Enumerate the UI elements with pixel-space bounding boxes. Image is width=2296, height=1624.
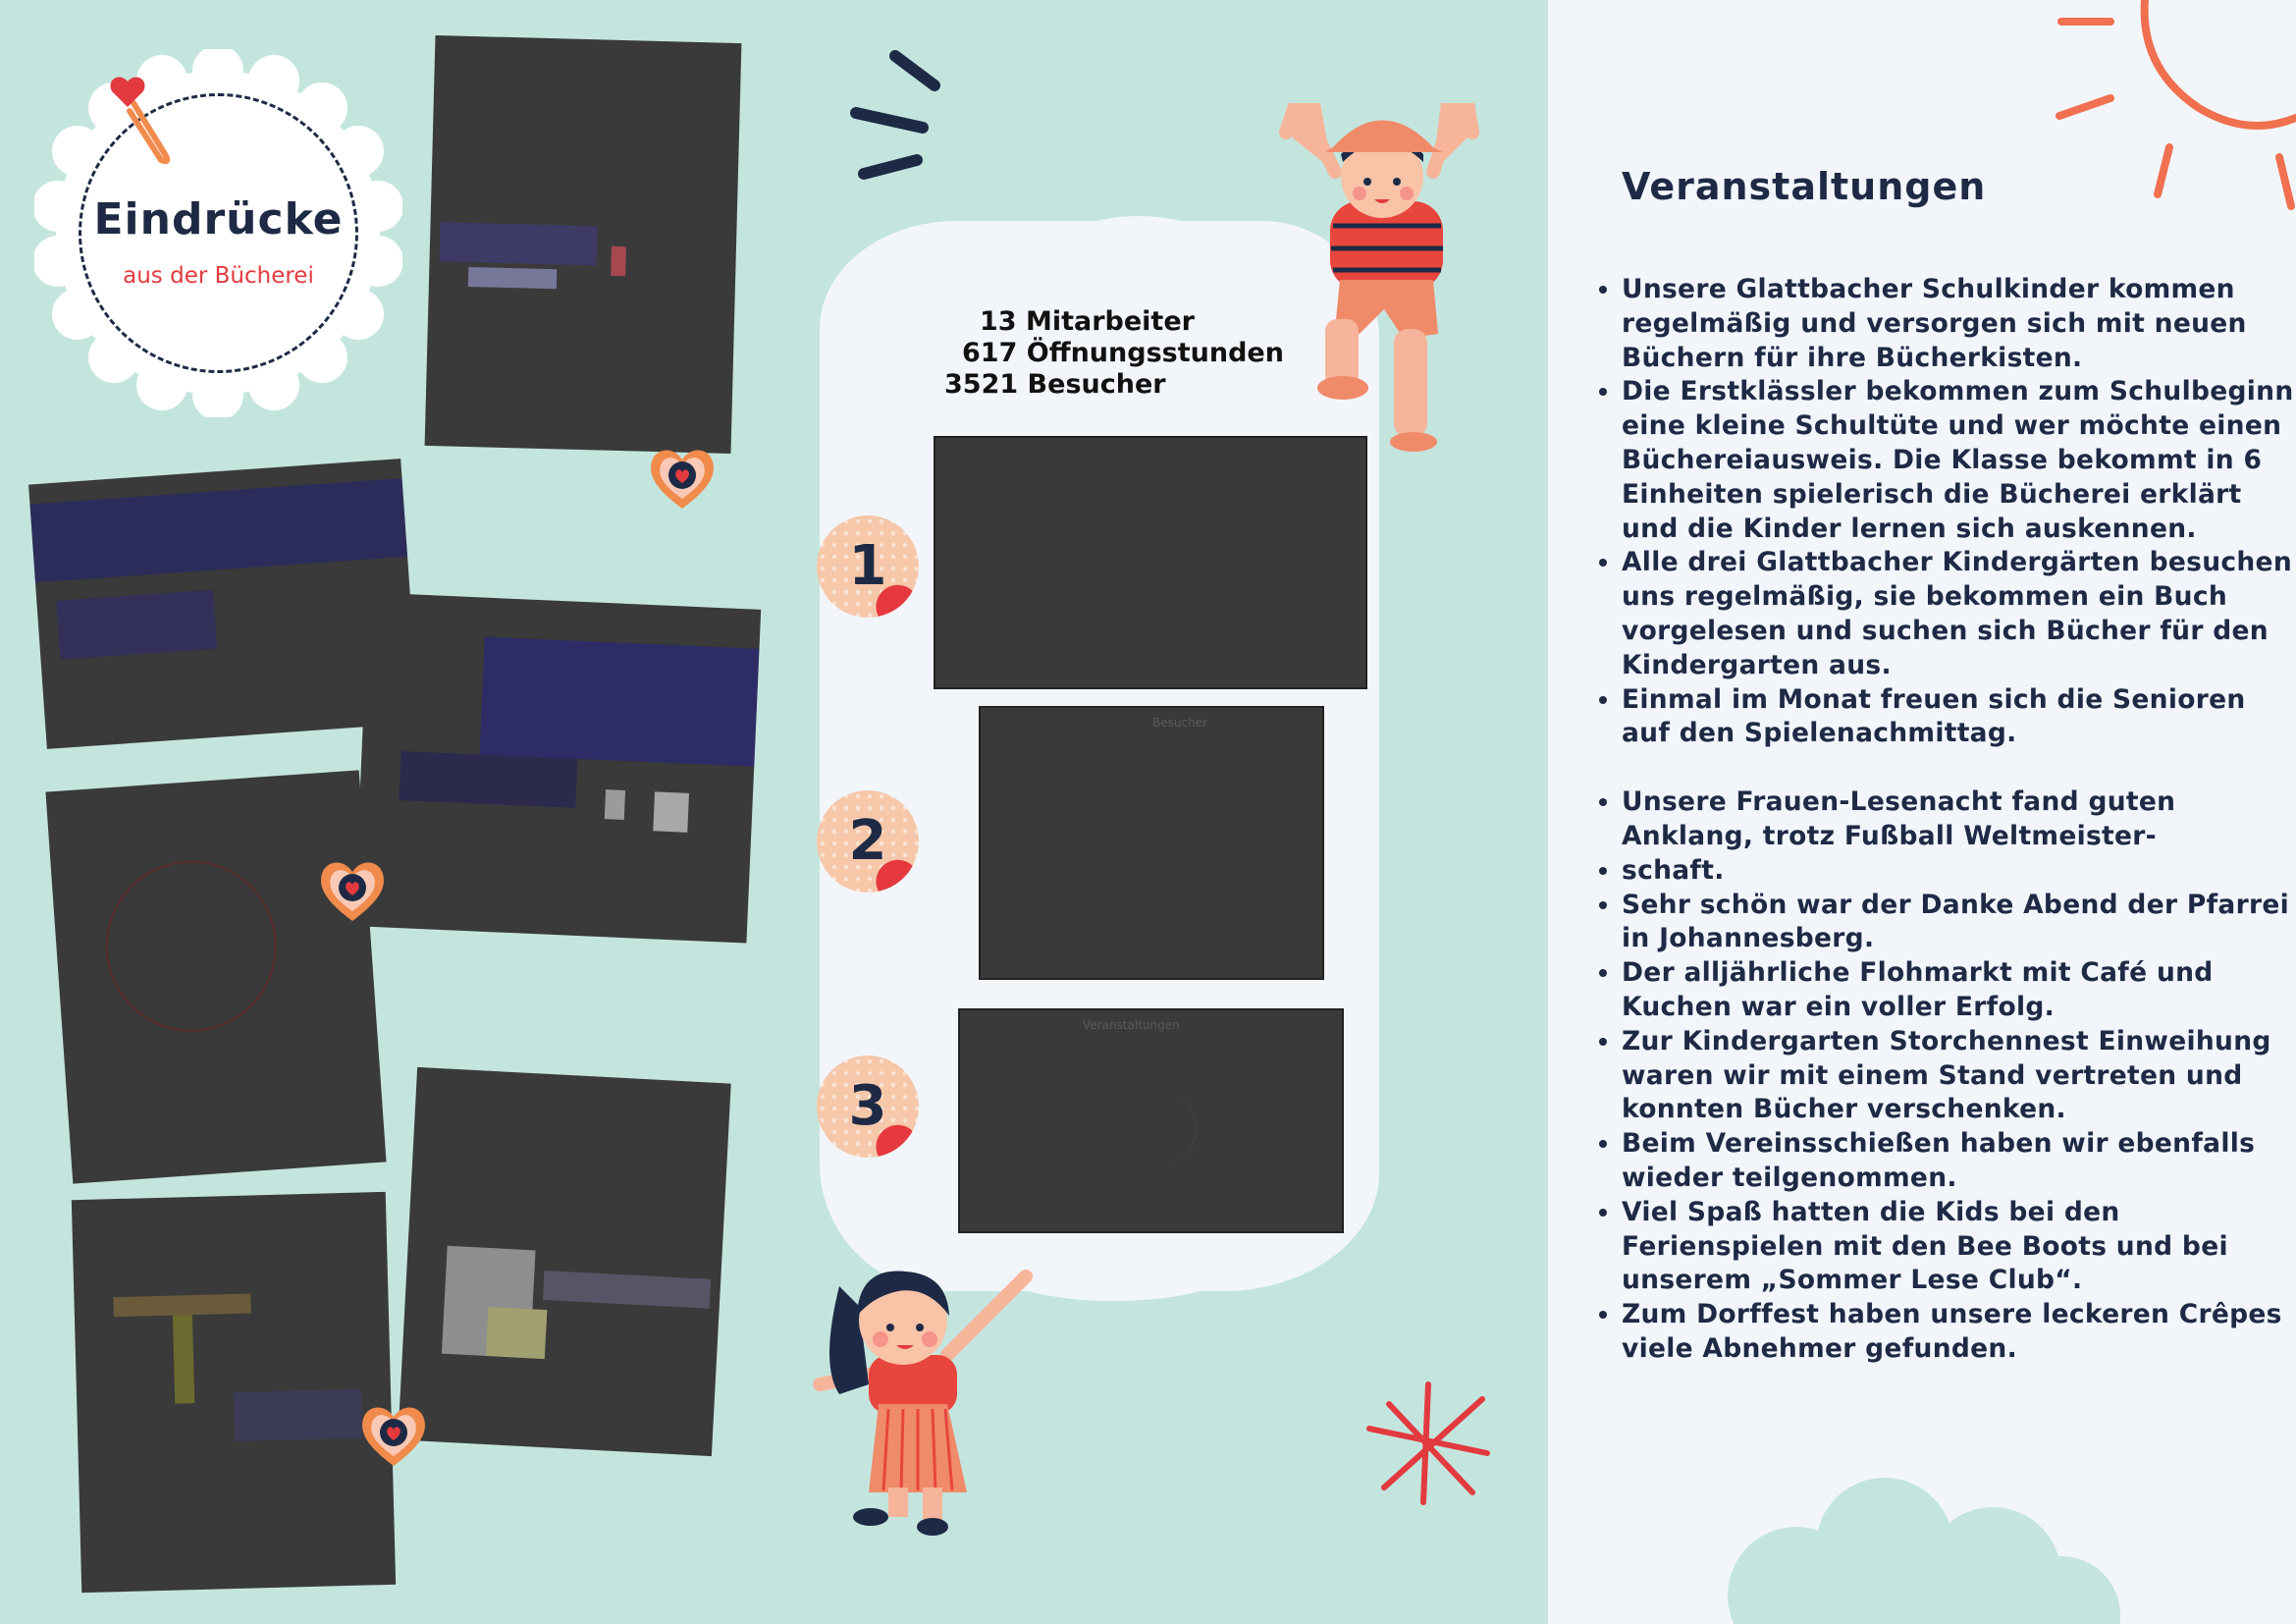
- stat-line: 617 Öffnungsstunden: [962, 338, 1284, 368]
- photo-detail: [56, 590, 217, 660]
- sun-icon: [2042, 0, 2296, 216]
- number-badge-2: [817, 790, 919, 893]
- list-item: • Zum Dorffest haben unsere leckeren Crêpes viele Abnehmer gefunden.: [1622, 1298, 2296, 1367]
- heart-sticker-icon: [357, 1399, 430, 1472]
- photo-detail: [100, 855, 283, 1038]
- schedule-caption: Besucher: [1152, 716, 1207, 730]
- photo-detail: [399, 751, 577, 808]
- schedule-caption: Veranstaltungen: [1083, 1018, 1180, 1032]
- number-label: 2: [848, 809, 887, 873]
- photo-2: [28, 459, 419, 749]
- photo-detail: [486, 1307, 548, 1359]
- photo-detail: [480, 637, 760, 767]
- section-title: Veranstaltungen: [1622, 165, 1987, 208]
- list-item: • Unsere Glattbacher Schulkinder kommen regelmäßig und versorgen sich mit neuen Büchern für ihre Bücherkisten.: [1622, 273, 2296, 375]
- stats-block: [923, 306, 1315, 401]
- photo-4: [45, 770, 386, 1183]
- heart-sticker-icon: [646, 442, 719, 514]
- number-badge-1: [817, 515, 919, 618]
- list-item: • schaft.: [1622, 854, 2296, 889]
- list-item: • Viel Spaß hatten die Kids bei den Ferienspielen mit den Bee Boots und bei unserem „Sommer Lese Club“.: [1622, 1196, 2296, 1298]
- photo-detail: [173, 1315, 194, 1403]
- photo-detail: [468, 267, 557, 289]
- number-badge-3: [817, 1056, 919, 1158]
- number-label: 3: [848, 1074, 887, 1138]
- girl-illustration: [800, 1247, 1045, 1542]
- photo-5: [398, 1067, 730, 1456]
- list-item: • Der alljährliche Flohmarkt mit Café und Kuchen war ein voller Erfolg.: [1622, 956, 2296, 1025]
- schedule-image-1: [934, 436, 1367, 689]
- badge-subtitle: aus der Bücherei: [123, 263, 314, 289]
- list-item: • Unsere Frauen-Lesenacht fand guten Anklang, trotz Fußball Weltmeister-: [1622, 785, 2296, 854]
- number-label: 1: [848, 534, 887, 598]
- photo-detail: [543, 1271, 711, 1309]
- stat-line: 13 Mitarbeiter: [980, 306, 1195, 337]
- boy-illustration: [1266, 103, 1502, 457]
- sparkle-dashes-icon: [844, 44, 952, 191]
- cloud-decoration: [1708, 1478, 2120, 1624]
- photo-detail: [611, 246, 626, 276]
- photo-3: [354, 592, 761, 943]
- list-item: • Einmal im Monat freuen sich die Senioren auf den Spielenachmittag.: [1622, 683, 2296, 752]
- photo-detail: [1117, 1089, 1197, 1167]
- schedule-image-2: [979, 706, 1324, 980]
- stat-line: 3521 Besucher: [944, 369, 1166, 400]
- photo-detail: [653, 791, 689, 832]
- photo-detail: [440, 222, 598, 265]
- heart-sticker-icon: [316, 854, 389, 927]
- list-item: • Sehr schön war der Danke Abend der Pfarrei in Johannesberg.: [1622, 889, 2296, 957]
- heart-pin-icon: [106, 74, 175, 164]
- photo-6: [72, 1192, 396, 1593]
- list-item: • Alle drei Glattbacher Kindergärten besuchen uns regelmäßig, sie bekommen ein Buch vorgelesen und suchen sich Bücher für den Kindergarten aus.: [1622, 546, 2296, 682]
- list-item: • Zur Kindergarten Storchennest Einweihung waren wir mit einem Stand vertreten und konnten Bücher verschenken.: [1622, 1025, 2296, 1127]
- photo-detail: [113, 1294, 250, 1318]
- photo-detail: [234, 1389, 362, 1441]
- photo-1: [425, 35, 742, 454]
- events-list: [1582, 273, 2296, 1367]
- badge-title: Eindrücke: [93, 194, 344, 244]
- star-doodle-icon: [1364, 1380, 1492, 1507]
- schedule-image-3: [958, 1008, 1344, 1233]
- list-item: • Die Erstklässler bekommen zum Schulbeginn eine kleine Schultüte und wer möchte einen Büchereiausweis. Die Klasse bekommt in 6 Einheiten spielerisch die Bücherei erklärt und die Kinder lernen sich auskennen.: [1622, 375, 2296, 546]
- list-item: • Beim Vereinsschießen haben wir ebenfalls wieder teilgenommen.: [1622, 1127, 2296, 1196]
- photo-detail: [29, 478, 407, 582]
- photo-detail: [605, 789, 625, 820]
